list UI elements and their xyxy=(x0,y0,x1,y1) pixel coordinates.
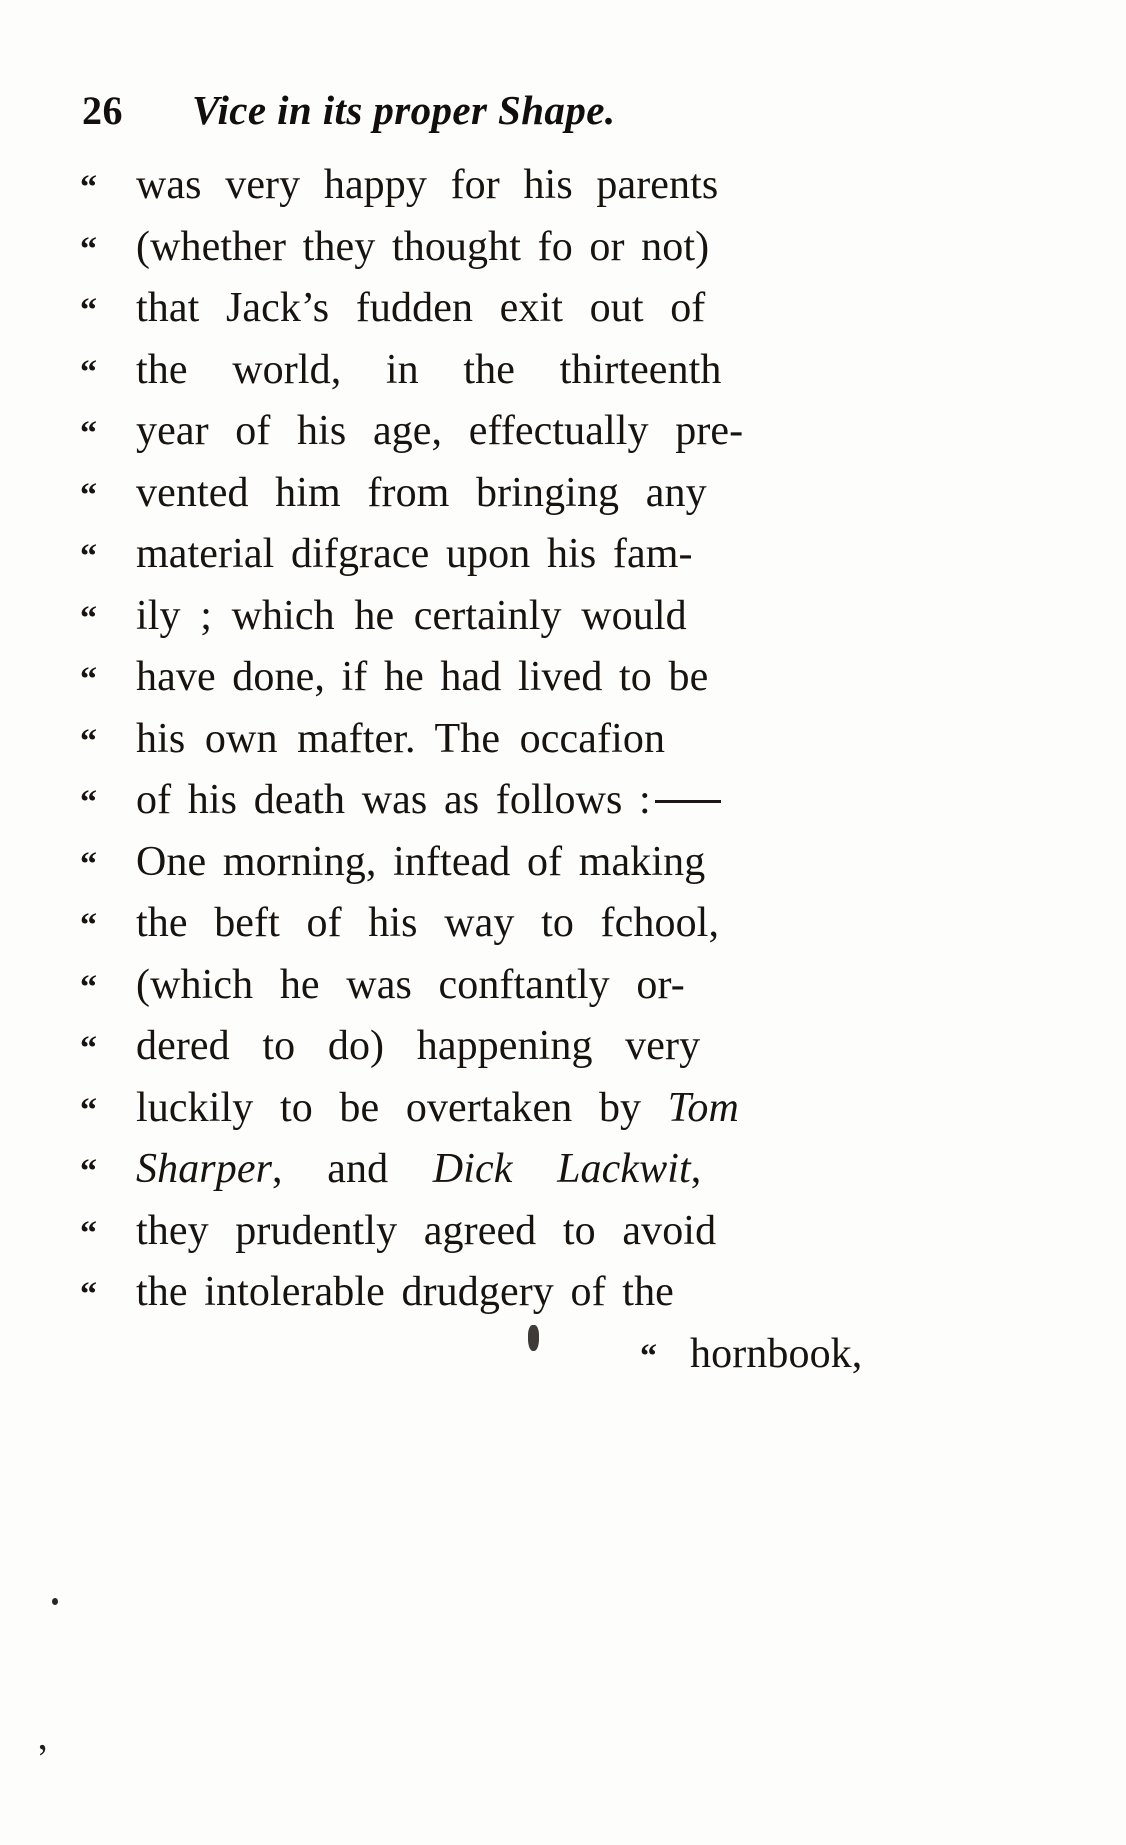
line-text: was very happy for his parents xyxy=(136,162,719,208)
quotation-mark: “ xyxy=(80,169,96,206)
quotation-mark: “ xyxy=(80,476,96,514)
line-text-italic-2: Dick Lackwit xyxy=(432,1146,691,1192)
text-line xyxy=(80,1207,1048,1272)
text-line xyxy=(80,469,1048,534)
line-text: ily ; which he certainly would xyxy=(136,592,687,639)
quotation-mark: “ xyxy=(80,661,96,698)
quotation-mark: “ xyxy=(80,968,96,1006)
quotation-mark: “ xyxy=(80,538,96,575)
line-text-plain: , and xyxy=(272,1146,433,1192)
quotation-mark: “ xyxy=(80,845,96,883)
line-text: hornbook, xyxy=(690,1330,863,1377)
running-head xyxy=(78,86,1048,158)
text-line xyxy=(80,1148,1048,1210)
line-text: the intolerable drudgery of the xyxy=(136,1269,674,1315)
line-text: (whether they thought fo or not) xyxy=(136,223,710,270)
line-text: year of his age, effectually pre- xyxy=(136,408,744,454)
line-text: vented him from bringing any xyxy=(136,469,707,516)
line-text: the beft of his way to fchool, xyxy=(136,900,720,946)
line-text: material difgrace upon his fam- xyxy=(136,531,693,577)
text-line xyxy=(80,902,1048,964)
line-text: of his death was as follows : xyxy=(136,777,651,823)
quotation-mark: “ xyxy=(80,230,96,268)
line-text xyxy=(136,1148,701,1190)
running-title: Vice in its proper Shape. xyxy=(192,87,616,133)
text-line xyxy=(80,164,1048,226)
page-number: 26 xyxy=(82,88,123,133)
text-line-catchword xyxy=(80,1330,1048,1395)
text-line xyxy=(80,961,1048,1026)
line-text-plain: luckily to be overtaken by xyxy=(136,1084,668,1131)
line-text: have done, if he had lived to be xyxy=(136,654,709,700)
ink-blot xyxy=(528,1325,539,1351)
text-line xyxy=(80,656,1048,718)
quotation-mark: “ xyxy=(80,415,96,452)
ink-dot xyxy=(52,1598,58,1605)
quotation-mark: “ xyxy=(80,353,96,391)
text-line xyxy=(80,346,1048,411)
quotation-mark: “ xyxy=(80,1214,96,1252)
text-line xyxy=(80,410,1048,472)
line-text: One morning, inftead of making xyxy=(136,838,706,885)
line-text: that Jack’s fudden exit out of xyxy=(136,285,706,331)
text-line xyxy=(80,223,1048,288)
text-line xyxy=(80,779,1048,841)
line-text: they prudently agreed to avoid xyxy=(136,1207,717,1254)
text-line xyxy=(80,592,1048,657)
line-text: his own mafter. The occafion xyxy=(136,715,666,762)
ink-comma: , xyxy=(32,1712,50,1759)
text-line xyxy=(80,715,1048,780)
text-line xyxy=(80,1084,1048,1149)
quotation-mark: “ xyxy=(80,1091,96,1129)
line-text-plain-2: , xyxy=(690,1146,702,1192)
quotation-mark: “ xyxy=(640,1337,656,1375)
quotation-mark: “ xyxy=(80,907,96,944)
line-text xyxy=(136,1084,739,1131)
text-line xyxy=(80,1271,1048,1333)
text-line xyxy=(80,533,1048,595)
page-content-area xyxy=(78,86,1048,1394)
quotation-mark: “ xyxy=(80,599,96,637)
text-line xyxy=(80,287,1048,349)
quotation-mark: “ xyxy=(80,1030,96,1067)
quotation-mark: “ xyxy=(80,1276,96,1313)
line-text: (which he was conftantly or- xyxy=(136,961,685,1008)
quotation-mark: “ xyxy=(80,292,96,329)
text-line xyxy=(80,1025,1048,1087)
quoted-passage xyxy=(78,164,1048,1394)
text-line xyxy=(80,838,1048,903)
line-text: dered to do) happening very xyxy=(136,1023,701,1069)
line-text: the world, in the thirteenth xyxy=(136,346,722,393)
quotation-mark: “ xyxy=(80,722,96,760)
line-text-italic: Tom xyxy=(667,1084,739,1131)
line-text-italic: Sharper xyxy=(136,1146,273,1192)
quotation-mark: “ xyxy=(80,1153,96,1190)
quotation-mark: “ xyxy=(80,784,96,821)
em-dash-rule xyxy=(655,800,721,803)
